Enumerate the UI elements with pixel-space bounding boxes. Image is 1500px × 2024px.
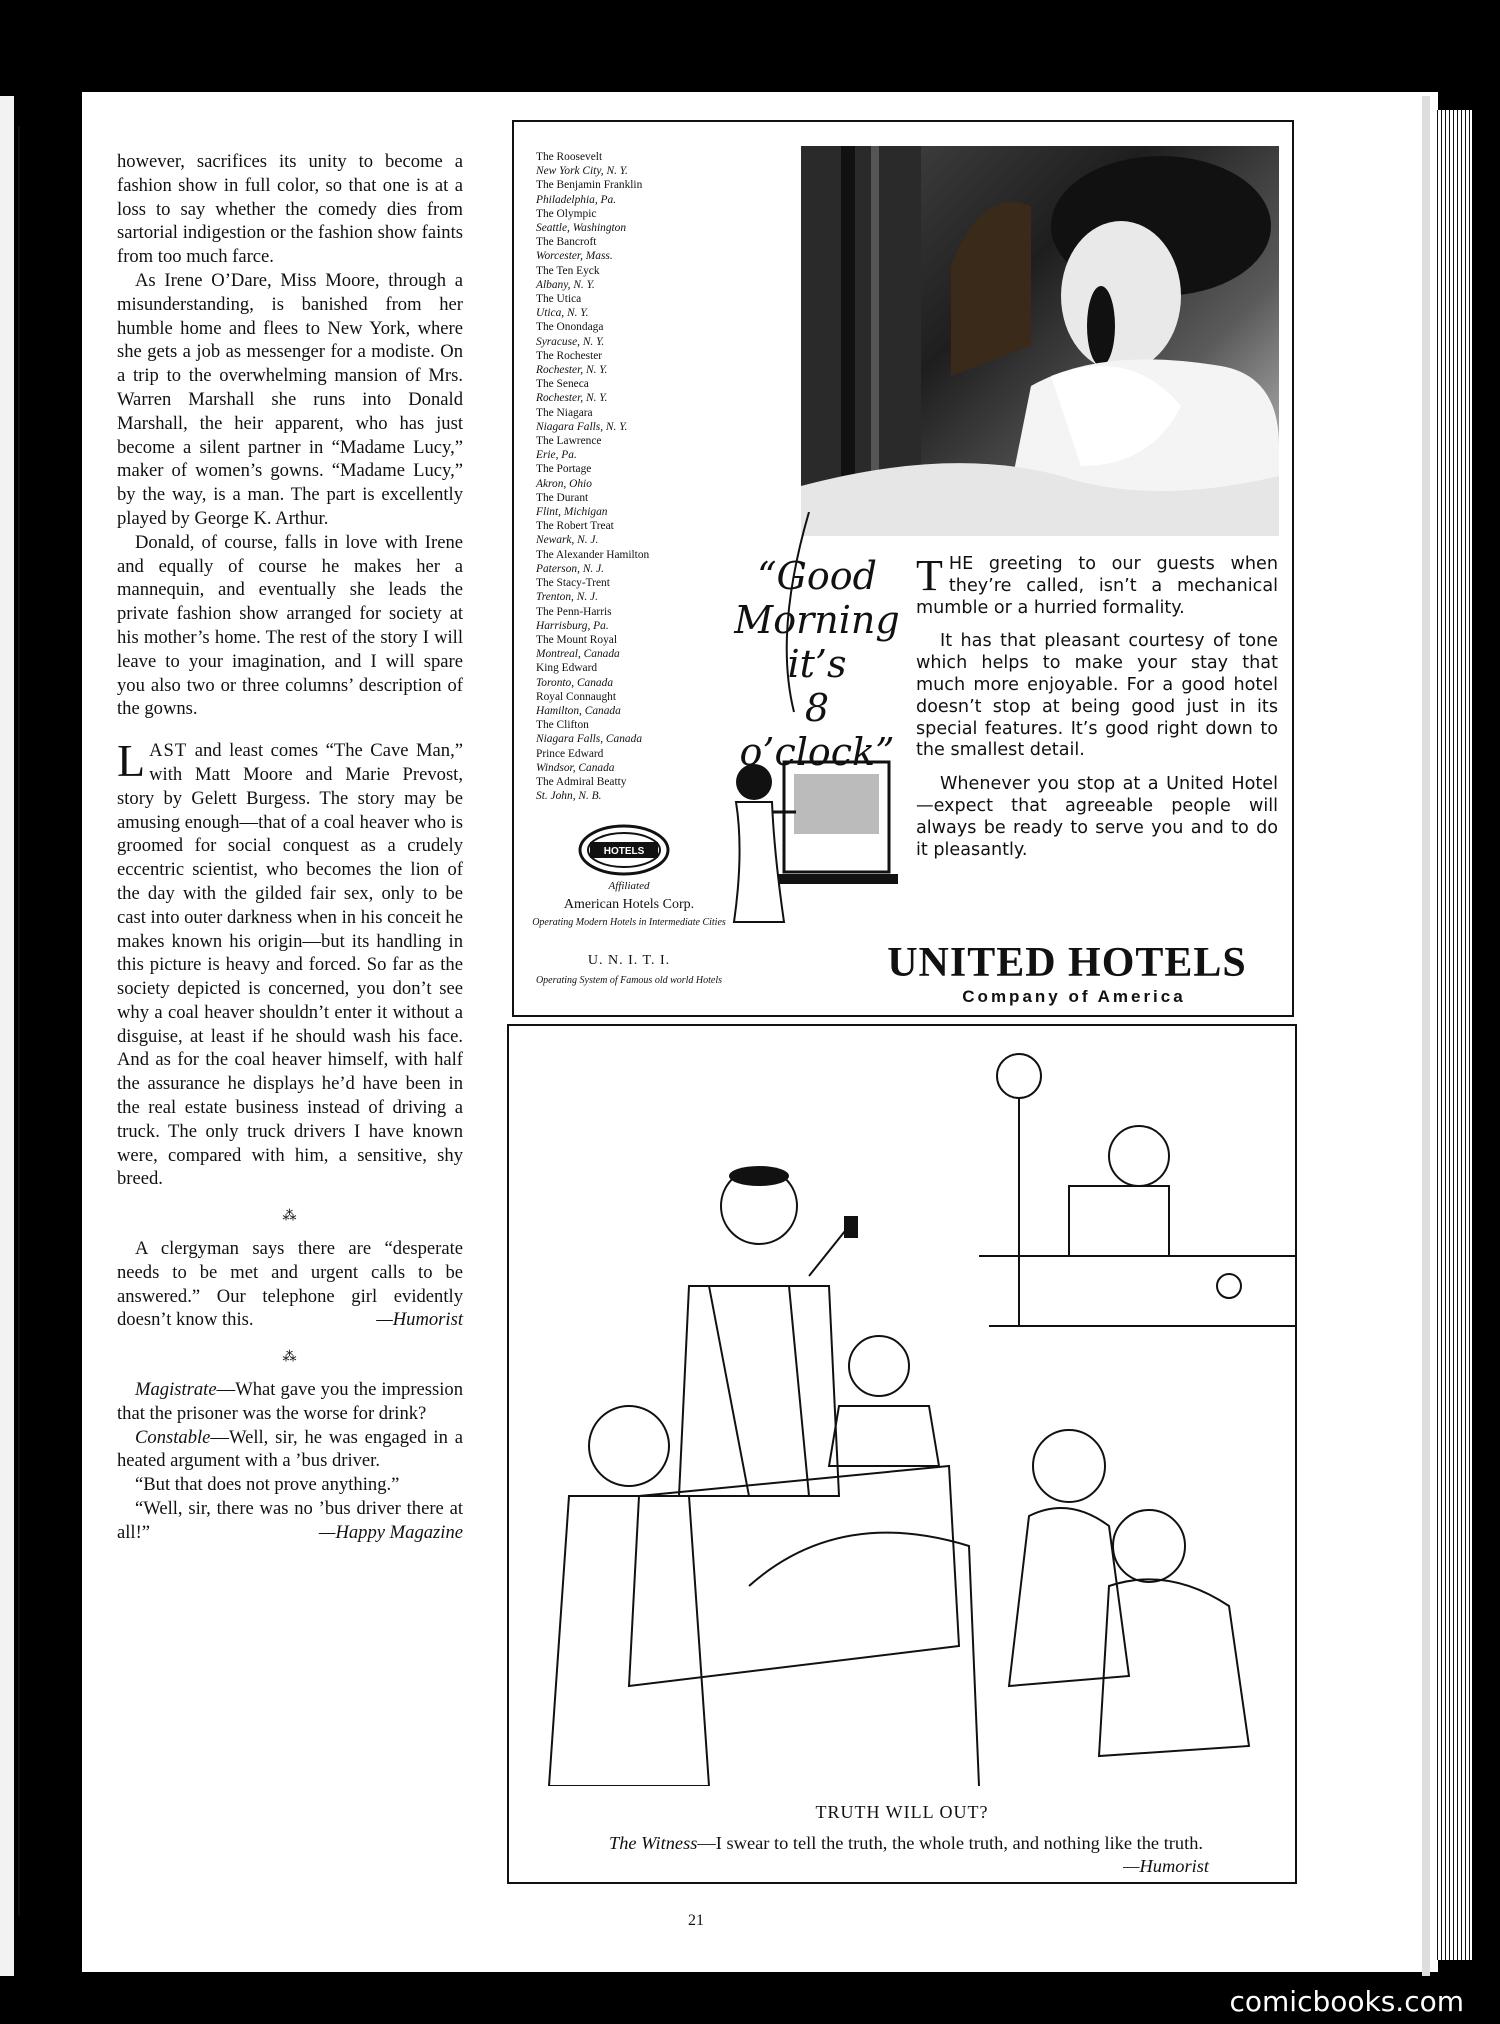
hotel-name: The Seneca [536, 378, 589, 391]
hotel-name: The Penn-Harris [536, 605, 612, 618]
ad-paragraph: It has that pleasant courtesy of tone which helps to make your stay that much more enjoyable. For a good hotel doesn’t stop at being good just in its special features. It’s good right down to the smallest detail. [916, 631, 1278, 761]
joke-text: “Well, sir, there was no ’bus driver there at all!” [117, 1498, 463, 1543]
page-stack-shadow [1422, 96, 1430, 1976]
hotel-name: The Alexander Hamilton [536, 548, 650, 561]
logo-text: HOTELS [603, 846, 645, 857]
hotel-name: The Portage [536, 463, 592, 476]
hotel-city: Albany, N. Y. [536, 278, 595, 291]
slogan-line: Morning [734, 598, 900, 642]
article-column [117, 150, 463, 1545]
joke-line [117, 1497, 463, 1545]
ad-paragraph [916, 551, 1278, 619]
hotel-name: The Bancroft [536, 236, 597, 249]
hotel-name: The Durant [536, 491, 589, 504]
hotel-city: Utica, N. Y. [536, 307, 589, 320]
joke-text: —What gave you the impression that the prisoner was the worse for drink? [117, 1379, 463, 1424]
hotel-city: Flint, Michigan [536, 506, 608, 519]
hotel-city: New York City, N. Y. [536, 165, 628, 178]
left-rule [18, 126, 20, 1916]
slogan-line: it’s [787, 642, 847, 686]
paragraph: As Irene O’Dare, Miss Moore, through a misunderstanding, is banished from her humble home and flees to New York, where she gets a job as messenger for a modiste. On a trip to the overwhelming mansion of Mrs. Warren Marshall she runs into Donald Marshall, the heir apparent, who has just become a silent partner in “Madame Lucy,” maker of women’s gowns. “Madame Lucy,” by the way, is a man. The part is excellently played by George K. Arthur. [117, 269, 463, 529]
uniti-name: U. N. I. T. I. [587, 953, 671, 968]
hotel-city: Hamilton, Canada [536, 704, 621, 717]
joke-attribution: —Humorist [376, 1309, 463, 1331]
woman-on-telephone-photo [801, 146, 1279, 536]
paragraph: however, sacrifices its unity to become a fashion show in full color, so that one is at a loss to say whether the comedy dies from sartorial indigestion or the fashion show faints from too much farce. [117, 151, 463, 268]
caption-attribution: —Humorist [1123, 1856, 1209, 1876]
asterism: ⁂ [282, 1209, 298, 1225]
united-hotels-logo [576, 822, 672, 878]
page-number: 21 [688, 1912, 704, 1929]
hotel-name: The Robert Treat [536, 520, 614, 533]
ad-paragraph: Whenever you stop at a United Hotel—expect that agreeable people will always be ready to serve you and to do it pleasantly. [916, 774, 1278, 860]
hotel-city: Rochester, N. Y. [536, 364, 608, 377]
slogan [732, 554, 902, 774]
hotel-city: Niagara Falls, Canada [536, 733, 643, 746]
joke-attribution: —Happy Magazine [318, 1521, 463, 1543]
hotel-name: The Stacy-Trent [536, 577, 610, 590]
hotel-name: The Utica [536, 293, 582, 306]
courtroom-cartoon [509, 1026, 1295, 1786]
joke-clergyman [117, 1237, 463, 1332]
caption-speaker: The Witness [609, 1833, 698, 1853]
brand-name: UNITED HOTELS [887, 940, 1247, 986]
hotel-list [536, 150, 736, 803]
hotel-name: The Onondaga [536, 321, 604, 334]
hotel-city: Rochester, N. Y. [536, 392, 608, 405]
lead-caps: AST [149, 740, 188, 762]
hotel-city: Windsor, Canada [536, 761, 615, 774]
hotel-city: Worcester, Mass. [536, 250, 613, 263]
hotel-city: Paterson, N. J. [536, 562, 605, 575]
hotel-city: Akron, Ohio [536, 477, 592, 490]
drop-cap: L [117, 735, 146, 787]
hotel-city: Harrisburg, Pa. [536, 619, 609, 632]
uniti-subtitle: Operating System of Famous old world Hotels [535, 975, 723, 986]
hotel-name: King Edward [536, 662, 598, 675]
hotel-city: Seattle, Washington [536, 222, 627, 235]
caption-text: —I swear to tell the truth, the whole truth, and nothing like the truth. [697, 1833, 1204, 1853]
paragraph-text: and least comes “The Cave Man,” with Matt Moore and Marie Prevost, story by Gelett Burgess. The story may be amusing enough—that of a coal heaver who is groomed for social conquest as a crudely eccentric scientist, who becomes the lion of the day with the gilded fair sex, only to be cast into outer darkness when in his conceit he makes known his origin—but its handling in this picture is heavy and forced. So far as the society depicted is concerned, you don’t see why a coal heaver shouldn’t enter it without a disguise, at least if he should wash his face. And as for the coal heaver himself, with half the assurance he displays he’d have been in the real estate business instead of driving a truck. The only truck drivers I have known were, compared with him, a sensitive, shy breed. [117, 740, 463, 1190]
joke-constable [117, 1426, 463, 1474]
hotel-city: Erie, Pa. [536, 449, 577, 462]
left-page-edge [0, 96, 16, 1976]
hotel-city: Niagara Falls, N. Y. [536, 420, 628, 433]
hotel-city: Syracuse, N. Y. [536, 335, 605, 348]
slogan-line: 8 o’clock” [739, 686, 895, 774]
hotel-name: The Olympic [536, 207, 597, 220]
brand-subtitle: Company of America [962, 987, 1186, 1006]
hotel-name: The Niagara [536, 406, 593, 419]
hotel-city: Toronto, Canada [536, 676, 614, 689]
joke-text: A clergyman says there are “desperate needs to be met and urgent calls to be answered.” Our telephone girl evidently doesn’t know this. [117, 1238, 463, 1331]
affiliated-label: Affiliated [608, 880, 650, 892]
hotel-city: Trenton, N. J. [536, 591, 598, 604]
asterism: ⁂ [282, 1350, 298, 1366]
hotel-city: St. John, N. B. [536, 790, 602, 803]
page-stack-edge [1434, 110, 1472, 1960]
united-hotels-ad [512, 120, 1294, 1017]
joke-magistrate [117, 1378, 463, 1426]
speaker: Magistrate [135, 1379, 217, 1401]
hotel-name: The Admiral Beatty [536, 775, 627, 788]
paragraph: Donald, of course, falls in love with Irene and equally of course he makes her a mannequin, and eventually she leads the private fashion show arranged for society at his mother’s home. The rest of the story I will leave to your imagination, and I will spare you also two or three columns’ description of the gowns. [117, 531, 463, 720]
cartoon-caption [609, 1832, 1209, 1878]
hotel-city: Montreal, Canada [536, 648, 620, 661]
hotel-name: The Lawrence [536, 435, 602, 448]
hotel-name: The Rochester [536, 349, 603, 362]
photo-illustration [801, 146, 1279, 536]
ad-copy [916, 551, 1278, 873]
ad-paragraph-text: HE greeting to our guests when they’re called, isn’t a mechanical mumble or a hurried formality. [916, 554, 1278, 618]
hotel-name: The Mount Royal [536, 633, 617, 646]
watermark: comicbooks.com [1229, 1985, 1464, 2018]
corp-name: American Hotels Corp. [563, 897, 695, 912]
hotel-name: Royal Connaught [536, 690, 617, 703]
speaker: Constable [135, 1426, 211, 1448]
hotel-name: Prince Edward [536, 747, 604, 760]
hotel-city: Newark, N. J. [536, 534, 599, 547]
hotel-name: The Clifton [536, 719, 589, 732]
paragraph-cave-man [117, 735, 463, 1191]
corp-subtitle: Operating Modern Hotels in Intermediate Cities [532, 917, 726, 928]
joke-text: —Well, sir, he was engaged in a heated argument with a ’bus driver. [117, 1426, 463, 1472]
joke-line: “But that does not prove anything.” [135, 1474, 400, 1496]
drop-cap: T [916, 551, 943, 600]
cartoon-panel [507, 1024, 1297, 1884]
hotel-name: The Ten Eyck [536, 264, 600, 277]
cartoon-title: TRUTH WILL OUT? [815, 1802, 989, 1822]
slogan-line: “Good [757, 554, 877, 598]
hotel-name: The Roosevelt [536, 151, 603, 163]
hotel-name: The Benjamin Franklin [536, 179, 643, 192]
hotel-city: Philadelphia, Pa. [536, 193, 617, 206]
